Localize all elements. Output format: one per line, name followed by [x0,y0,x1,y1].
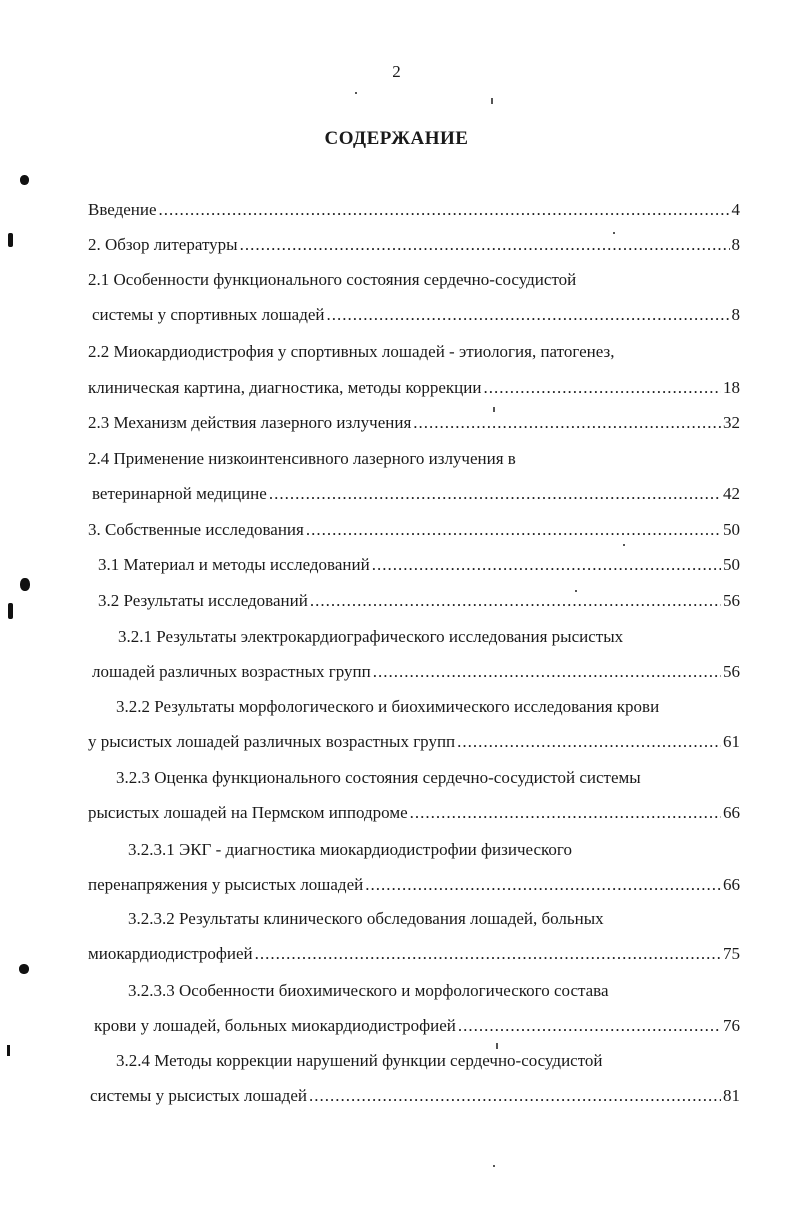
toc-page-number: 61 [723,732,740,751]
toc-leader-dots [269,482,721,506]
toc-entry-text: 2.1 Особенности функционального состояния сердечно-сосудистой [88,270,577,289]
scan-mark [8,233,13,247]
toc-entry-text: у рысистых лошадей различных возрастных групп [88,732,456,751]
toc-entry-text: 3.1 Материал и методы исследований [98,555,370,574]
toc-leader-dots [306,518,721,542]
scan-speck [613,232,615,234]
scan-speck [623,544,625,546]
toc-entry-3-2-3-1-line1 [128,838,572,862]
toc-entry-3-2-3-3-line1 [128,979,609,1003]
scan-mark [7,1045,10,1056]
toc-entry-2-1-line2 [92,303,740,327]
toc-entry-2-3 [88,411,740,435]
toc-page-number: 56 [723,591,740,610]
toc-page-number: 18 [723,378,740,397]
toc-entry-text: 3.2.3.3 Особенности биохимического и морфологического состава [128,981,609,1000]
toc-leader-dots [483,376,721,400]
toc-entry-text: 3. Собственные исследования [88,520,304,539]
page-title: СОДЕРЖАНИЕ [324,128,469,149]
toc-entry-text: клиническая картина, диагностика, методы коррекции [88,378,482,397]
toc-leader-dots [413,411,721,435]
toc-leader-dots [372,553,721,577]
scan-mark [20,578,30,591]
toc-leader-dots [373,660,721,684]
toc-entry-3-1 [98,553,740,577]
toc-page-number: 8 [731,305,740,324]
toc-entry-text: 3.2.4 Методы коррекции нарушений функции сердечно-сосудистой [116,1051,603,1070]
scan-mark [20,175,29,185]
toc-leader-dots [310,589,721,613]
toc-entry-text: 2.4 Применение низкоинтенсивного лазерного излучения в [88,449,516,468]
toc-leader-dots [159,198,730,222]
toc-page-number: 75 [723,944,740,963]
toc-page-number: 42 [723,484,740,503]
toc-entry-3-2-3-line2 [88,801,740,825]
toc-entry-text: 3.2.3 Оценка функционального состояния сердечно-сосудистой системы [116,768,641,787]
page-number: 2 [392,62,401,81]
toc-leader-dots [240,233,730,257]
toc-entry-3-2-3-2-line1 [128,907,604,931]
toc-entry-text: 3.2.3.1 ЭКГ - диагностика миокардиодистрофии физического [128,840,572,859]
toc-entry-3-2-3-line1 [116,766,641,790]
toc-entry-text: ветеринарной медицине [92,484,267,503]
toc-page-number: 4 [731,200,740,219]
toc-page-number: 66 [723,875,740,894]
toc-entry-text: 2.3 Механизм действия лазерного излучения [88,413,412,432]
toc-entry-3-2-3-1-line2 [88,873,740,897]
toc-entry-3-2-1-line2 [92,660,740,684]
toc-page-number: 50 [723,520,740,539]
toc-entry-2-2-line2 [88,376,740,400]
toc-entry-own-research [88,518,740,542]
toc-entry-3-2 [98,589,740,613]
toc-entry-text: 3.2.3.2 Результаты клинического обследования лошадей, больных [128,909,604,928]
toc-entry-text: перенапряжения у рысистых лошадей [88,875,364,894]
toc-entry-3-2-2-line2 [88,730,740,754]
toc-entry-text: системы у спортивных лошадей [92,305,325,324]
toc-leader-dots [457,730,721,754]
toc-entry-text: 3.2 Результаты исследований [98,591,308,610]
toc-entry-3-2-3-2-line2 [88,942,740,966]
toc-entry-3-2-3-3-line2 [94,1014,740,1038]
toc-entry-2-4-line2 [92,482,740,506]
toc-entry-text: системы у рысистых лошадей [90,1086,307,1105]
toc-entry-literature-review [88,233,740,257]
toc-page-number: 76 [723,1016,740,1035]
scan-speck [493,1165,495,1167]
toc-page-number: 32 [723,413,740,432]
toc-entry-2-2-line1 [88,340,614,364]
toc-page-number: 66 [723,803,740,822]
scan-speck [355,92,357,94]
scan-mark [19,964,29,974]
toc-entry-text: рысистых лошадей на Пермском ипподроме [88,803,408,822]
scan-mark [8,603,13,619]
toc-entry-text: миокардиодистрофией [88,944,253,963]
toc-entry-introduction [88,198,740,222]
toc-leader-dots [309,1084,721,1108]
toc-entry-3-2-1-line1 [118,625,623,649]
toc-leader-dots [255,942,721,966]
toc-entry-2-4-line1 [88,447,516,471]
toc-leader-dots [410,801,721,825]
toc-leader-dots [458,1014,721,1038]
toc-entry-text: Введение [88,200,157,219]
toc-entry-text: 2. Обзор литературы [88,235,238,254]
toc-entry-text: 2.2 Миокардиодистрофия у спортивных лошадей - этиология, патогенез, [88,342,615,361]
toc-entry-3-2-4-line1 [116,1049,603,1073]
toc-entry-text: 3.2.2 Результаты морфологического и биохимического исследования крови [116,697,660,716]
toc-leader-dots [327,303,730,327]
scan-speck [491,98,493,104]
toc-entry-3-2-4-line2 [90,1084,740,1108]
scan-speck [493,407,495,412]
toc-page-number: 56 [723,662,740,681]
toc-entry-2-1-line1 [88,268,576,292]
toc-entry-text: лошадей различных возрастных групп [92,662,371,681]
toc-page-number: 50 [723,555,740,574]
scan-speck [496,1043,498,1049]
toc-entry-text: крови у лошадей, больных миокардиодистрофией [94,1016,456,1035]
toc-leader-dots [365,873,721,897]
toc-entry-3-2-2-line1 [116,695,659,719]
scan-speck [575,590,577,592]
toc-page-number: 81 [723,1086,740,1105]
toc-page-number: 8 [731,235,740,254]
toc-entry-text: 3.2.1 Результаты электрокардиографического исследования рысистых [118,627,624,646]
